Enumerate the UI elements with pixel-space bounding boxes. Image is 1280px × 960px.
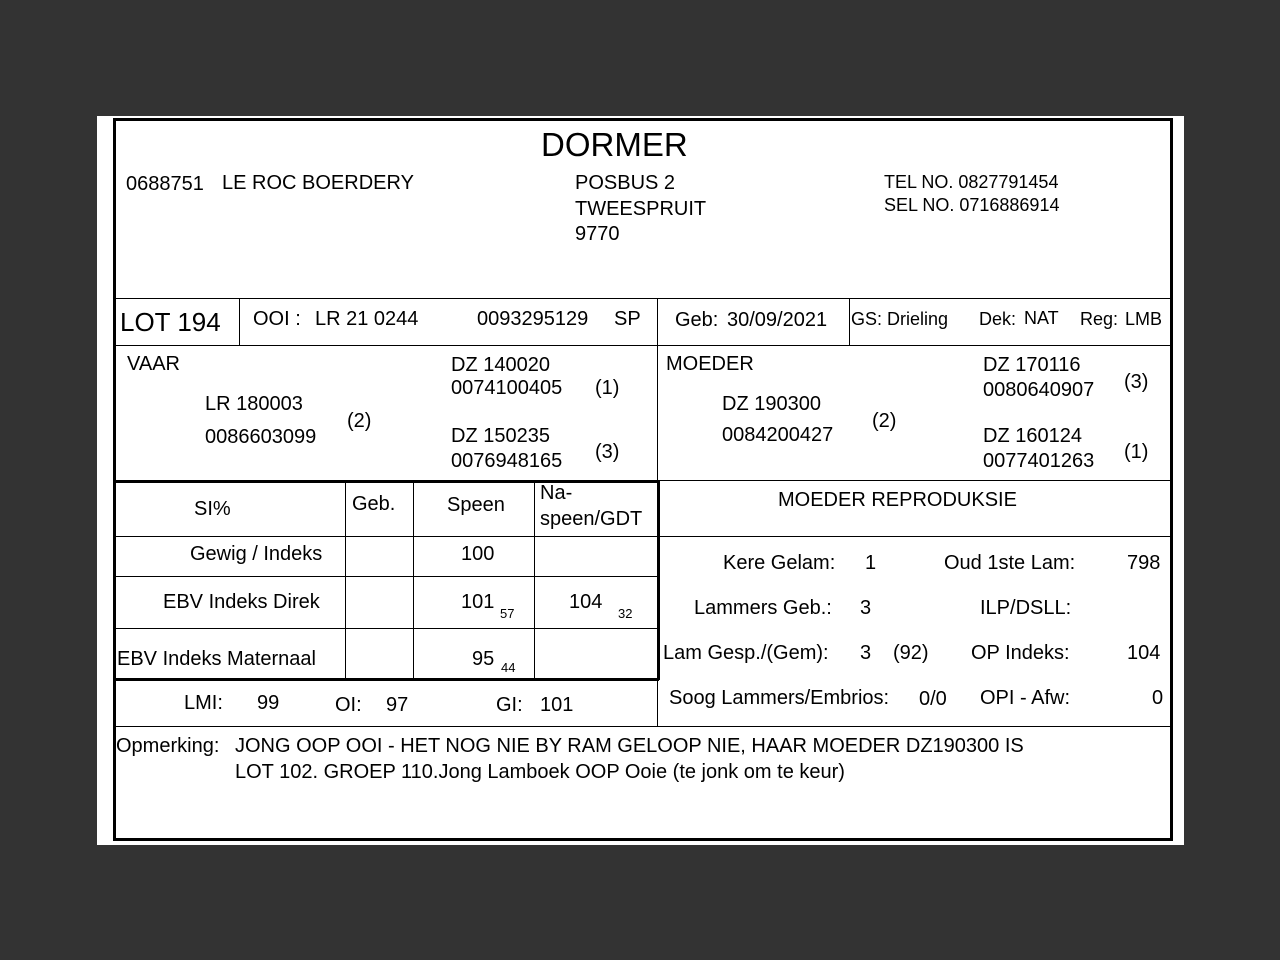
lam-gem-value: (92) [893,642,929,664]
speen-header: Speen [447,494,505,516]
divider [113,576,659,577]
sire-father-mark: (1) [595,377,620,399]
divider [113,678,659,681]
maternaal-speen-accuracy: 44 [501,660,516,675]
oi-value: 97 [386,694,409,716]
frame-left [113,118,116,840]
divider [113,298,1173,299]
dam-father-id: 0080640907 [983,379,1095,401]
address-line-1: POSBUS 2 [575,172,676,194]
kere-gelam-value: 1 [865,552,877,574]
sire-mother-mark: (3) [595,441,620,463]
ilp-dsll-label: ILP/DSLL: [980,597,1072,619]
divider [659,536,1173,537]
dam-code: DZ 190300 [722,393,821,415]
sel-number: SEL NO. 0716886914 [884,195,1060,215]
vaar-heading: VAAR [127,353,180,375]
geb-date: 30/09/2021 [727,309,828,331]
reg-label: Reg: [1080,309,1119,329]
frame-top [113,118,1173,121]
soog-lammers-label: Soog Lammers/Embrios: [669,687,890,709]
lammers-geb-label: Lammers Geb.: [694,597,832,619]
naspeen-header-line-1: Na- [540,482,573,504]
dam-father-mark: (3) [1124,371,1149,393]
gs-info: GS: Drieling [851,309,949,329]
row-label-gewig: Gewig / Indeks [190,543,323,565]
remark-line-2: LOT 102. GROEP 110.Jong Lamboek OOP Ooie (te jonk om te keur) [235,761,845,783]
moeder-heading: MOEDER [666,353,754,375]
divider [113,480,659,483]
divider [657,345,658,480]
sire-mother-code: DZ 150235 [451,425,550,447]
address-line-2: TWEESPRUIT [575,198,707,220]
lmi-value: 99 [257,692,280,714]
lam-gesp-value: 3 [860,642,872,664]
breed-title: DORMER [541,126,688,163]
naspeen-header-line-2: speen/GDT [540,508,643,530]
gi-label: GI: [496,694,523,716]
divider [657,298,658,345]
divider [113,345,1173,346]
id-number: 0093295129 [477,308,589,330]
opi-afw-label: OPI - Afw: [980,687,1071,709]
soog-lammers-value: 0/0 [919,688,947,710]
lam-gesp-label: Lam Gesp./(Gem): [663,642,829,664]
si-header: SI% [194,498,231,520]
dam-id: 0084200427 [722,424,834,446]
oud-1ste-lam-label: Oud 1ste Lam: [944,552,1076,574]
direk-naspeen-accuracy: 32 [618,606,633,621]
oi-label: OI: [335,694,362,716]
address-line-3: 9770 [575,223,620,245]
gewig-speen-value: 100 [461,543,495,565]
divider [849,298,850,345]
sire-code: LR 180003 [205,393,303,415]
sire-father-code: DZ 140020 [451,354,550,376]
lot-number: LOT 194 [120,307,221,337]
direk-speen-value: 101 [461,591,495,613]
ooi-label: OOI : [253,308,301,330]
dam-mother-id: 0077401263 [983,450,1095,472]
owner-name: LE ROC BOERDERY [222,172,414,194]
op-indeks-value: 104 [1127,642,1161,664]
divider [113,536,659,537]
op-indeks-label: OP Indeks: [971,642,1070,664]
frame-right [1170,118,1173,840]
reg-value: LMB [1125,309,1163,329]
id-code: SP [614,308,641,330]
divider [413,482,414,678]
sire-mark: (2) [347,410,372,432]
dam-father-code: DZ 170116 [983,354,1081,376]
divider [239,298,240,345]
gi-value: 101 [540,694,574,716]
divider [657,680,658,726]
remark-line-1: JONG OOP OOI - HET NOG NIE BY RAM GELOOP NIE, HAAR MOEDER DZ190300 IS [235,735,1024,757]
owner-code: 0688751 [126,173,204,195]
sire-id: 0086603099 [205,426,317,448]
divider [345,482,346,678]
lot-card [97,116,1184,845]
row-label-direk: EBV Indeks Direk [163,591,320,613]
kere-gelam-label: Kere Gelam: [723,552,836,574]
maternaal-speen-value: 95 [472,648,495,670]
divider [113,628,659,629]
dek-value: NAT [1024,308,1059,328]
dam-mother-mark: (1) [1124,441,1149,463]
divider [113,726,1173,727]
lmi-label: LMI: [184,692,223,714]
geb-header: Geb. [352,493,396,515]
divider [659,480,1173,481]
ooi-value: LR 21 0244 [315,308,419,330]
dek-label: Dek: [979,309,1017,329]
oud-1ste-lam-value: 798 [1127,552,1161,574]
direk-speen-accuracy: 57 [500,606,515,621]
frame-bottom [113,838,1173,841]
dam-mark: (2) [872,410,897,432]
sire-mother-id: 0076948165 [451,450,563,472]
tel-number: TEL NO. 0827791454 [884,172,1059,192]
divider [657,480,660,680]
geb-label: Geb: [675,309,719,331]
divider [534,482,535,678]
lammers-geb-value: 3 [860,597,872,619]
row-label-maternaal: EBV Indeks Maternaal [117,648,316,670]
moeder-reproduksie-heading: MOEDER REPRODUKSIE [778,489,1017,511]
dam-mother-code: DZ 160124 [983,425,1082,447]
opi-afw-value: 0 [1152,687,1164,709]
direk-naspeen-value: 104 [569,591,603,613]
sire-father-id: 0074100405 [451,377,563,399]
remark-label: Opmerking: [116,735,220,757]
